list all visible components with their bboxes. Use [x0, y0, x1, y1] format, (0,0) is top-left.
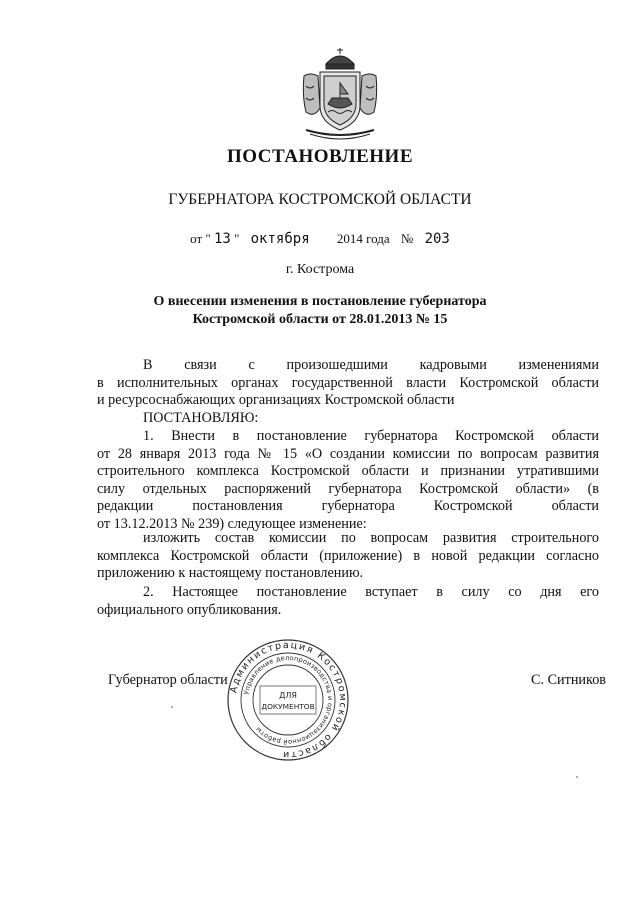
- document-type-title: ПОСТАНОВЛЕНИЕ: [226, 146, 414, 167]
- text-line: комплекса Костромской области (приложение) в новой редакции согласно: [97, 547, 599, 564]
- date-day-suffix: ": [234, 231, 240, 246]
- scan-speck: [171, 706, 173, 708]
- text-line: редакции постановления губернатора Костромской области: [97, 498, 599, 515]
- text-line: 2. Настоящее постановление вступает в силу со дня его: [143, 584, 599, 600]
- signatory-role: Губернатор области: [108, 672, 228, 688]
- text-line: приложению к настоящему постановлению.: [97, 565, 364, 582]
- number-sign: №: [400, 231, 414, 246]
- text-line: и ресурсоснабжающих организациях Костромской области: [97, 392, 455, 409]
- stamp-center-line-1: ДЛЯ: [279, 691, 297, 700]
- point-2-paragraph: [97, 584, 599, 619]
- point-1-paragraph: [97, 428, 599, 534]
- text-line: В связи с произошедшими кадровыми изменениями: [143, 357, 599, 373]
- subject-line-1: О внесении изменения в постановление губернатора: [153, 294, 487, 309]
- scan-speck: [576, 776, 578, 778]
- coat-of-arms-emblem: [296, 46, 384, 142]
- date-day: 13: [213, 231, 231, 247]
- official-stamp: [226, 638, 350, 762]
- text-line: от 28 января 2013 года № 15 «О создании комиссии по вопросам развития: [97, 445, 599, 462]
- text-line: изложить состав комиссии по вопросам развития строительного: [143, 530, 599, 546]
- date-number-line: [0, 231, 640, 247]
- text-line: силу отдельных распоряжений губернатора Костромской области» (в: [97, 480, 599, 497]
- point-1-detail-paragraph: [97, 530, 599, 583]
- signatory-name: С. Ситников: [531, 672, 606, 688]
- decree-word: ПОСТАНОВЛЯЮ:: [143, 410, 259, 426]
- document-subject: [0, 293, 640, 329]
- stamp-outer-text: Администрация Костромской области: [228, 639, 349, 761]
- stamp-center-line-2: ДОКУМЕНТОВ: [261, 702, 315, 711]
- text-line: 1. Внести в постановление губернатора Костромской области: [143, 428, 599, 444]
- date-prefix: от ": [190, 231, 211, 246]
- text-line: строительного комплекса Костромской области и признании утратившими: [97, 463, 599, 480]
- subject-line-2: Костромской области от 28.01.2013 № 15: [192, 312, 448, 327]
- date-month: октября: [250, 231, 310, 247]
- city-line: г. Кострома: [285, 262, 355, 277]
- date-year: 2014 года: [336, 231, 390, 246]
- preamble-paragraph: [97, 357, 599, 410]
- stamp-middle-text: Управление делопроизводства и организационной работы: [242, 653, 335, 747]
- document-number: 203: [424, 231, 450, 247]
- text-line: в исполнительных органах государственной власти Костромской области: [97, 374, 599, 391]
- issuer-title: ГУБЕРНАТОРА КОСТРОМСКОЙ ОБЛАСТИ: [168, 191, 472, 208]
- text-line: от 13.12.2013 № 239) следующее изменение:: [97, 515, 367, 532]
- text-line: официального опубликования.: [97, 601, 282, 618]
